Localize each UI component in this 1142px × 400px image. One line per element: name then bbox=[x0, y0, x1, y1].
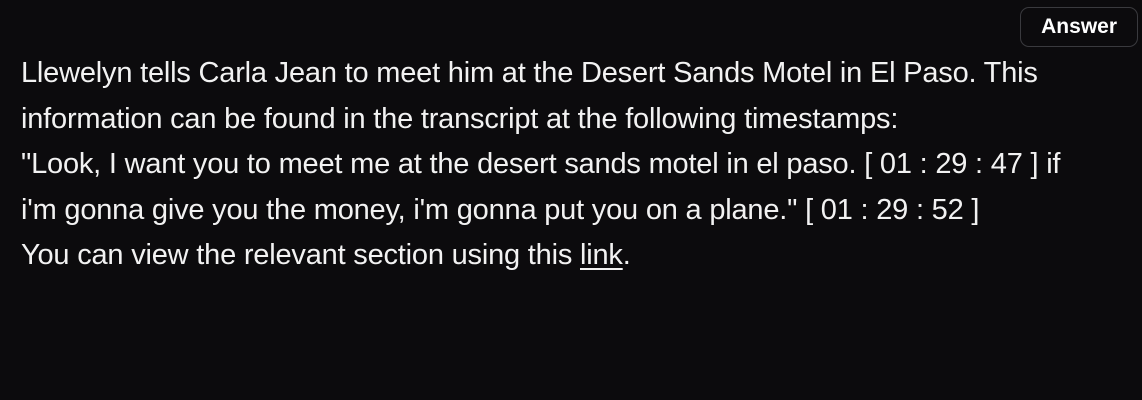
answer-badge: Answer bbox=[1020, 7, 1138, 47]
footer-suffix: . bbox=[622, 239, 631, 271]
transcript-quote-text: "Look, I want you to meet me at the desert sands motel in el paso. [ 01 : 29 : 47 ] if i'm gonna give you the money, i'm gonna put you on a plane." bbox=[21, 148, 1061, 226]
answer-content bbox=[21, 51, 1101, 279]
footer-prefix: You can view the relevant section using this bbox=[21, 239, 580, 271]
answer-footer bbox=[21, 233, 1101, 279]
answer-intro: Llewelyn tells Carla Jean to meet him at the Desert Sands Motel in El Paso. This information can be found in the transcript at the following timestamps: bbox=[21, 57, 1038, 135]
transcript-timestamp: [ 01 : 29 : 52 ] bbox=[805, 193, 980, 226]
section-link[interactable]: link bbox=[580, 239, 623, 271]
transcript-quote bbox=[21, 142, 1101, 233]
